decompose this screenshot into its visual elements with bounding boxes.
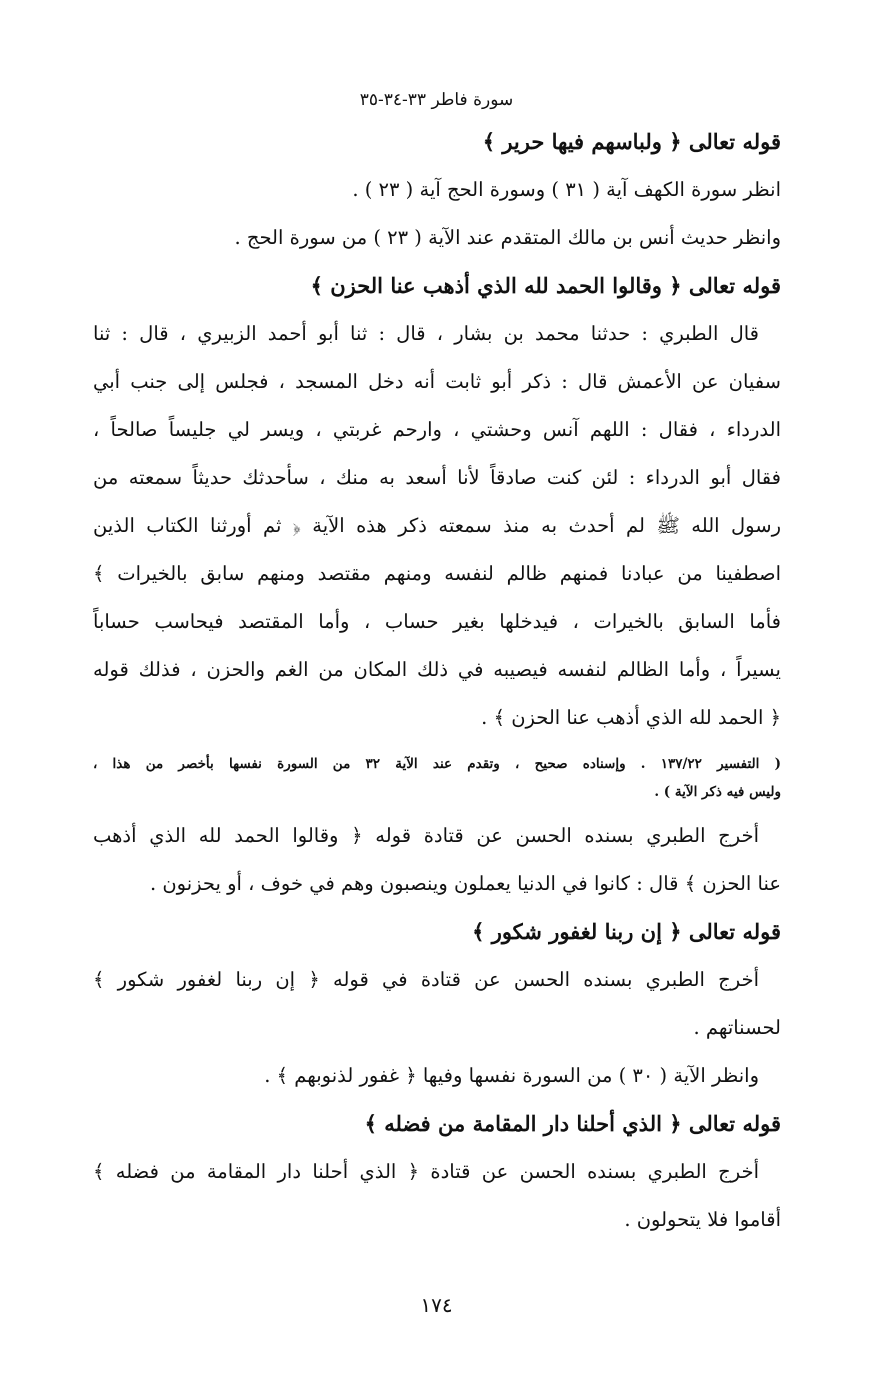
verse-heading-abode-of-permanence: قوله تعالى ﴿ الذي أحلنا دار المقامة من فضله ﴾: [364, 1111, 781, 1136]
cross-reference-line: وانظر الآية ( ٣٠ ) من السورة نفسها وفيها ﴿ غفور لذنوبهم ﴾ .: [264, 1064, 759, 1087]
page-number: ١٧٤: [420, 1293, 453, 1317]
verse-heading-grief-removed: قوله تعالى ﴿ وقالوا الحمد لله الذي أذهب عنا الحزن ﴾: [310, 273, 781, 298]
hadith-paragraph-line: رسول الله ﷺ لم أحدث به منذ سمعته ذكر هذه الآية ﴿ ثم أورثنا الكتاب الذين: [93, 514, 781, 537]
tafsir-paragraph-line: لحسناتهم .: [693, 1016, 781, 1039]
hadith-paragraph-line: الدرداء ، فقال : اللهم آنس وحشتي ، وارحم غربتي ، ويسر لي جليساً صالحاً ،: [93, 418, 781, 441]
cross-reference-line: وانظر حديث أنس بن مالك المتقدم عند الآية ( ٢٣ ) من سورة الحج .: [234, 226, 781, 249]
hadith-paragraph-line: سفيان عن الأعمش قال : ذكر أبو ثابت أنه دخل المسجد ، فجلس إلى جنب أبي: [93, 370, 781, 393]
verse-heading-forgiving-appreciative: قوله تعالى ﴿ إن ربنا لغفور شكور ﴾: [472, 919, 781, 944]
hadith-paragraph-line: ﴿ الحمد لله الذي أذهب عنا الحزن ﴾ .: [481, 706, 781, 729]
page-body: [93, 118, 781, 1244]
tafsir-paragraph-line: أخرج الطبري بسنده الحسن عن قتادة في قوله ﴿ إن ربنا لغفور شكور ﴾: [93, 968, 759, 991]
source-note-line: وليس فيه ذكر الآية ) .: [654, 784, 781, 800]
source-note-line: ( التفسير ١٣٧/٢٢ . وإسناده صحيح ، وتقدم عند الآية ٣٢ من السورة نفسها بأخصر من هذا ،: [93, 756, 781, 772]
verse-heading-silk-garments: قوله تعالى ﴿ ولباسهم فيها حرير ﴾: [482, 129, 781, 154]
tafsir-paragraph-line: عنا الحزن ﴾ قال : كانوا في الدنيا يعملون وينصبون وهم في خوف ، أو يحزنون .: [149, 872, 781, 895]
tafsir-paragraph-line: أقاموا فلا يتحولون .: [624, 1208, 781, 1231]
cross-reference-line: انظر سورة الكهف آية ( ٣١ ) وسورة الحج آية ( ٢٣ ) .: [352, 178, 781, 201]
running-header: سورة فاطر ٣٣-٣٤-٣٥: [359, 90, 514, 110]
hadith-paragraph-line: اصطفينا من عبادنا فمنهم ظالم لنفسه ومنهم مقتصد ومنهم سابق بالخيرات ﴾: [93, 562, 781, 585]
hadith-paragraph-line: فأما السابق بالخيرات ، فيدخلها بغير حساب ، وأما المقتصد فيحاسب حساباً: [93, 610, 781, 633]
tafsir-paragraph-line: أخرج الطبري بسنده الحسن عن قتادة قوله ﴿ وقالوا الحمد لله الذي أذهب: [93, 824, 759, 847]
hadith-paragraph-line: قال الطبري : حدثنا محمد بن بشار ، قال : ثنا أبو أحمد الزبيري ، قال : ثنا: [93, 322, 759, 345]
hadith-paragraph-line: يسيراً ، وأما الظالم لنفسه فيصيبه في ذلك المكان من الغم والحزن ، فذلك قوله: [93, 658, 781, 681]
hadith-paragraph-line: فقال أبو الدرداء : لئن كنت صادقاً لأنا أسعد به منك ، سأحدثك حديثاً سمعته من: [93, 466, 781, 489]
tafsir-paragraph-line: أخرج الطبري بسنده الحسن عن قتادة ﴿ الذي أحلنا دار المقامة من فضله ﴾: [93, 1160, 759, 1183]
